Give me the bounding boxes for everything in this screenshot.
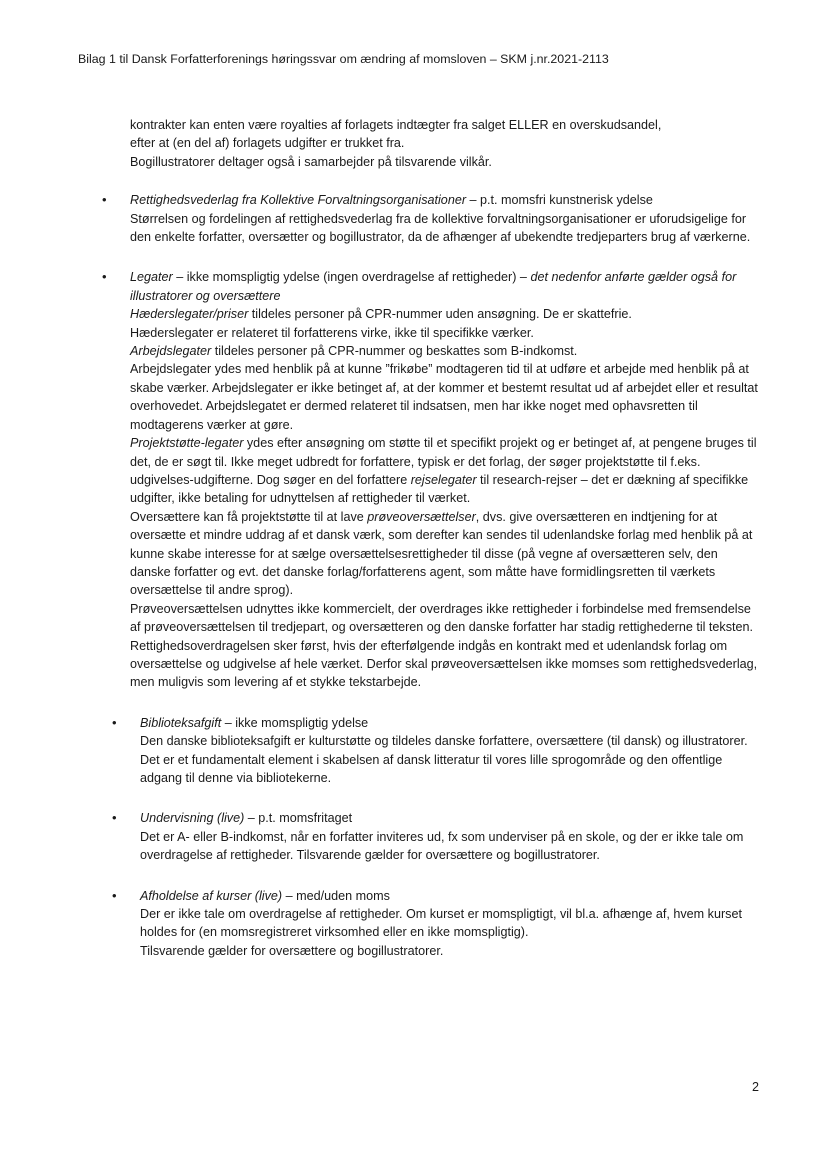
arbejdslegater-paragraph bbox=[130, 342, 760, 360]
bullet-title: Undervisning (live) bbox=[140, 811, 245, 826]
bullet-body: Det er A- eller B-indkomst, når en forfatter inviteres ud, fx som underviser på en skole, og der er ikke tale om overdragelse af rettigheder. Tilsvarende gælder for oversættere og bogillustratorer. bbox=[140, 829, 744, 863]
page-header: Bilag 1 til Dansk Forfatterforenings høringssvar om ændring af momsloven – SKM j.nr.2021-2113 bbox=[78, 52, 609, 66]
projektstoette-text: ydes efter ansøgning om støtte til et specifikt projekt og er betinget af, at pengene bruges til det, de er søgt til. Ikke meget udbredt for forfattere, typisk er det forlag, der søger projektstøtte til f.eks. udgivelses-udgifterne. Dog søger en del forfattere bbox=[130, 436, 757, 487]
bullet-body-2: Tilsvarende gælder for oversættere og bogillustratorer. bbox=[140, 943, 444, 958]
arbejdslegater-label: Arbejdslegater bbox=[130, 344, 212, 359]
bullet-heading bbox=[130, 268, 760, 305]
bullet-suffix: – med/uden moms bbox=[282, 888, 390, 903]
bullet-suffix: – p.t. momsfri kunstnerisk ydelse bbox=[466, 193, 653, 208]
bullet-icon: • bbox=[102, 192, 107, 208]
arbejdslegater-text: tildeles personer på CPR-nummer og beskattes som B-indkomst. bbox=[211, 344, 578, 359]
intro-line: efter at (en del af) forlagets udgifter er trukket fra. bbox=[130, 136, 405, 151]
rejselegater-label: rejselegater bbox=[410, 472, 477, 487]
haederslegater-text: tildeles personer på CPR-nummer uden ansøgning. De er skattefrie. bbox=[248, 307, 632, 322]
proeveoversaettelser-label: prøveoversættelser bbox=[367, 509, 476, 524]
bullet-note: det nedenfor anførte gælder også for illustratorer og oversættere bbox=[130, 270, 737, 303]
intro-line: Bogillustratorer deltager også i samarbejder på tilsvarende vilkår. bbox=[130, 154, 492, 169]
bullet-heading bbox=[140, 714, 760, 732]
haederslegater-paragraph bbox=[130, 305, 760, 323]
bullet-heading bbox=[140, 809, 760, 827]
bullet-suffix: – ikke momspligtig ydelse bbox=[221, 715, 369, 730]
oversaettere-text-1: Oversættere kan få projektstøtte til at lave bbox=[130, 509, 368, 524]
bullet-icon: • bbox=[112, 714, 117, 730]
bullet-suffix: – ikke momspligtig ydelse (ingen overdragelse af rettigheder) – bbox=[172, 270, 531, 285]
haederslegater-text-2: Hæderslegater er relateret til forfatterens virke, ikke til specifikke værker. bbox=[130, 325, 534, 340]
bullet-icon: • bbox=[112, 887, 117, 903]
bullet-title: Legater bbox=[130, 270, 173, 285]
bullet-biblioteksafgift bbox=[106, 714, 760, 788]
intro-paragraph bbox=[130, 116, 760, 171]
bullet-body: Den danske biblioteksafgift er kulturstøtte og tildeles danske forfattere, oversættere (til dansk) og illustratorer. Det er et fundamentalt element i skabelsen af dansk litteratur til vores lille sprogområde og den offentlige adgang til denne via bibliotekerne. bbox=[140, 734, 748, 785]
bullet-title: Biblioteksafgift bbox=[140, 715, 222, 730]
document-body bbox=[96, 116, 760, 960]
rejselegater-text: til research-rejser – det er dækning af specifikke udgifter, ikke betaling for udnyttelsen af rettigheder til værket. bbox=[130, 472, 749, 506]
oversaettere-text-2: , dvs. give oversætteren en indtjening for at oversætte et mindre uddrag af et dansk værk, som derefter kan sendes til udenlandske forlag med henblik på at kunne skabe interesse for at sælge oversættelsesrettigheder til disse (på vegne af oversætteren selv, den danske forfatter og evt. det danske forlag/forfatterens agent, som måtte have formidlingsretten til værkets oversættelse til andre sprog). bbox=[130, 509, 753, 598]
bullet-icon: • bbox=[112, 810, 117, 826]
bullet-heading bbox=[140, 887, 760, 905]
bullet-title: Afholdelse af kurser (live) bbox=[140, 888, 283, 903]
projektstoette-label: Projektstøtte-legater bbox=[130, 436, 244, 451]
bullet-suffix: – p.t. momsfritaget bbox=[244, 811, 353, 826]
bullet-undervisning bbox=[106, 809, 760, 864]
bullet-heading bbox=[130, 191, 760, 209]
projektstoette-paragraph bbox=[130, 434, 760, 508]
bullet-rettighedsvederlag bbox=[96, 191, 760, 246]
bullet-kurser bbox=[106, 887, 760, 961]
oversaettere-paragraph bbox=[130, 508, 760, 600]
bullet-title: Rettighedsvederlag fra Kollektive Forvaltningsorganisationer bbox=[130, 193, 467, 208]
bullet-icon: • bbox=[102, 269, 107, 285]
arbejdslegater-text-2: Arbejdslegater ydes med henblik på at kunne ”frikøbe” modtageren tid til at udføre et arbejde med henblik på at skabe værker. Arbejdslegater er ikke betinget af, at der kommer et bestemt resultat ud af arbejdet eller et resultat overhovedet. Arbejdslegatet er dermed relateret til indsatsen, men har ikke noget med ophavsretten til modtagerens værker at gøre. bbox=[130, 362, 758, 432]
intro-line: kontrakter kan enten være royalties af forlagets indtægter fra salget ELLER en overskudsandel, bbox=[130, 118, 662, 132]
bullet-legater bbox=[96, 268, 760, 691]
page-number: 2 bbox=[751, 1080, 759, 1094]
proeveoversaettelse-paragraph: Prøveoversættelsen udnyttes ikke kommercielt, der overdrages ikke rettigheder i forbindelse med fremsendelse af prøveoversættelsen til tredjepart, og oversætteren og den danske forfatter har stadig rettighederne til teksten. Rettighedsoverdragelsen sker først, hvis der efterfølgende indgås en kontrakt med et udenlandsk forlag om oversættelse og udgivelse af hele værket. Derfor skal prøveoversættelsen ikke momses som rettighedsvederlag, men muligvis som levering af et stykke tekstarbejde. bbox=[130, 601, 758, 690]
haederslegater-label: Hæderslegater/priser bbox=[130, 307, 249, 322]
bullet-body: Der er ikke tale om overdragelse af rettigheder. Om kurset er momspligtigt, vil bl.a. afhænge af, hvem kurset holdes for (en momsregistreret virksomhed eller en ikke momspligtig). bbox=[140, 907, 742, 940]
bullet-body: Størrelsen og fordelingen af rettighedsvederlag fra de kollektive forvaltningsorganisationer er uforudsigelige for den enkelte forfatter, oversætter og bogillustrator, da de afhænger af ubekendte tredjeparters brug af værkerne. bbox=[130, 211, 751, 245]
